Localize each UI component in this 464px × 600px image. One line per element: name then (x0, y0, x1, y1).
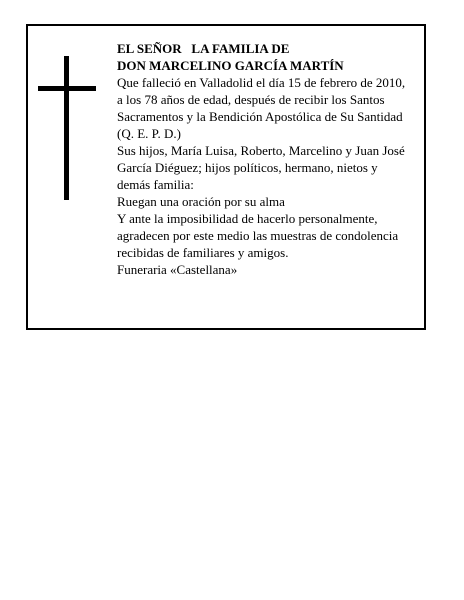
body-line: Que falleció en Valladolid el día 15 de febrero de 2010, (117, 75, 406, 90)
cross-icon (38, 56, 98, 200)
body-line: a los 78 años de edad, después de recibir los Santos (117, 92, 385, 107)
body-line: Sacramentos y la Bendición Apostólica de Su Santidad (117, 109, 403, 124)
heading-line-1: EL SEÑOR LA FAMILIA DE (117, 41, 290, 56)
body-line: demás familia: (117, 177, 194, 192)
body-line: García Diéguez; hijos políticos, hermano, nietos y (117, 160, 378, 175)
funeral-home-line: Funeraria «Castellana» (117, 262, 238, 277)
obituary-notice (26, 24, 426, 330)
body-line: Sus hijos, María Luisa, Roberto, Marcelino y Juan José (117, 143, 405, 158)
cross-vertical-bar (64, 56, 69, 200)
cross-horizontal-bar (38, 86, 96, 91)
notice-text (117, 40, 423, 278)
body-line: Ruegan una oración por su alma (117, 194, 285, 209)
heading-line-2: DON MARCELINO GARCÍA MARTÍN (117, 58, 344, 73)
body-line: agradecen por este medio las muestras de condolencia (117, 228, 399, 243)
body-line: Y ante la imposibilidad de hacerlo personalmente, (117, 211, 378, 226)
body-line: (Q. E. P. D.) (117, 126, 181, 141)
body-line: recibidas de familiares y amigos. (117, 245, 289, 260)
